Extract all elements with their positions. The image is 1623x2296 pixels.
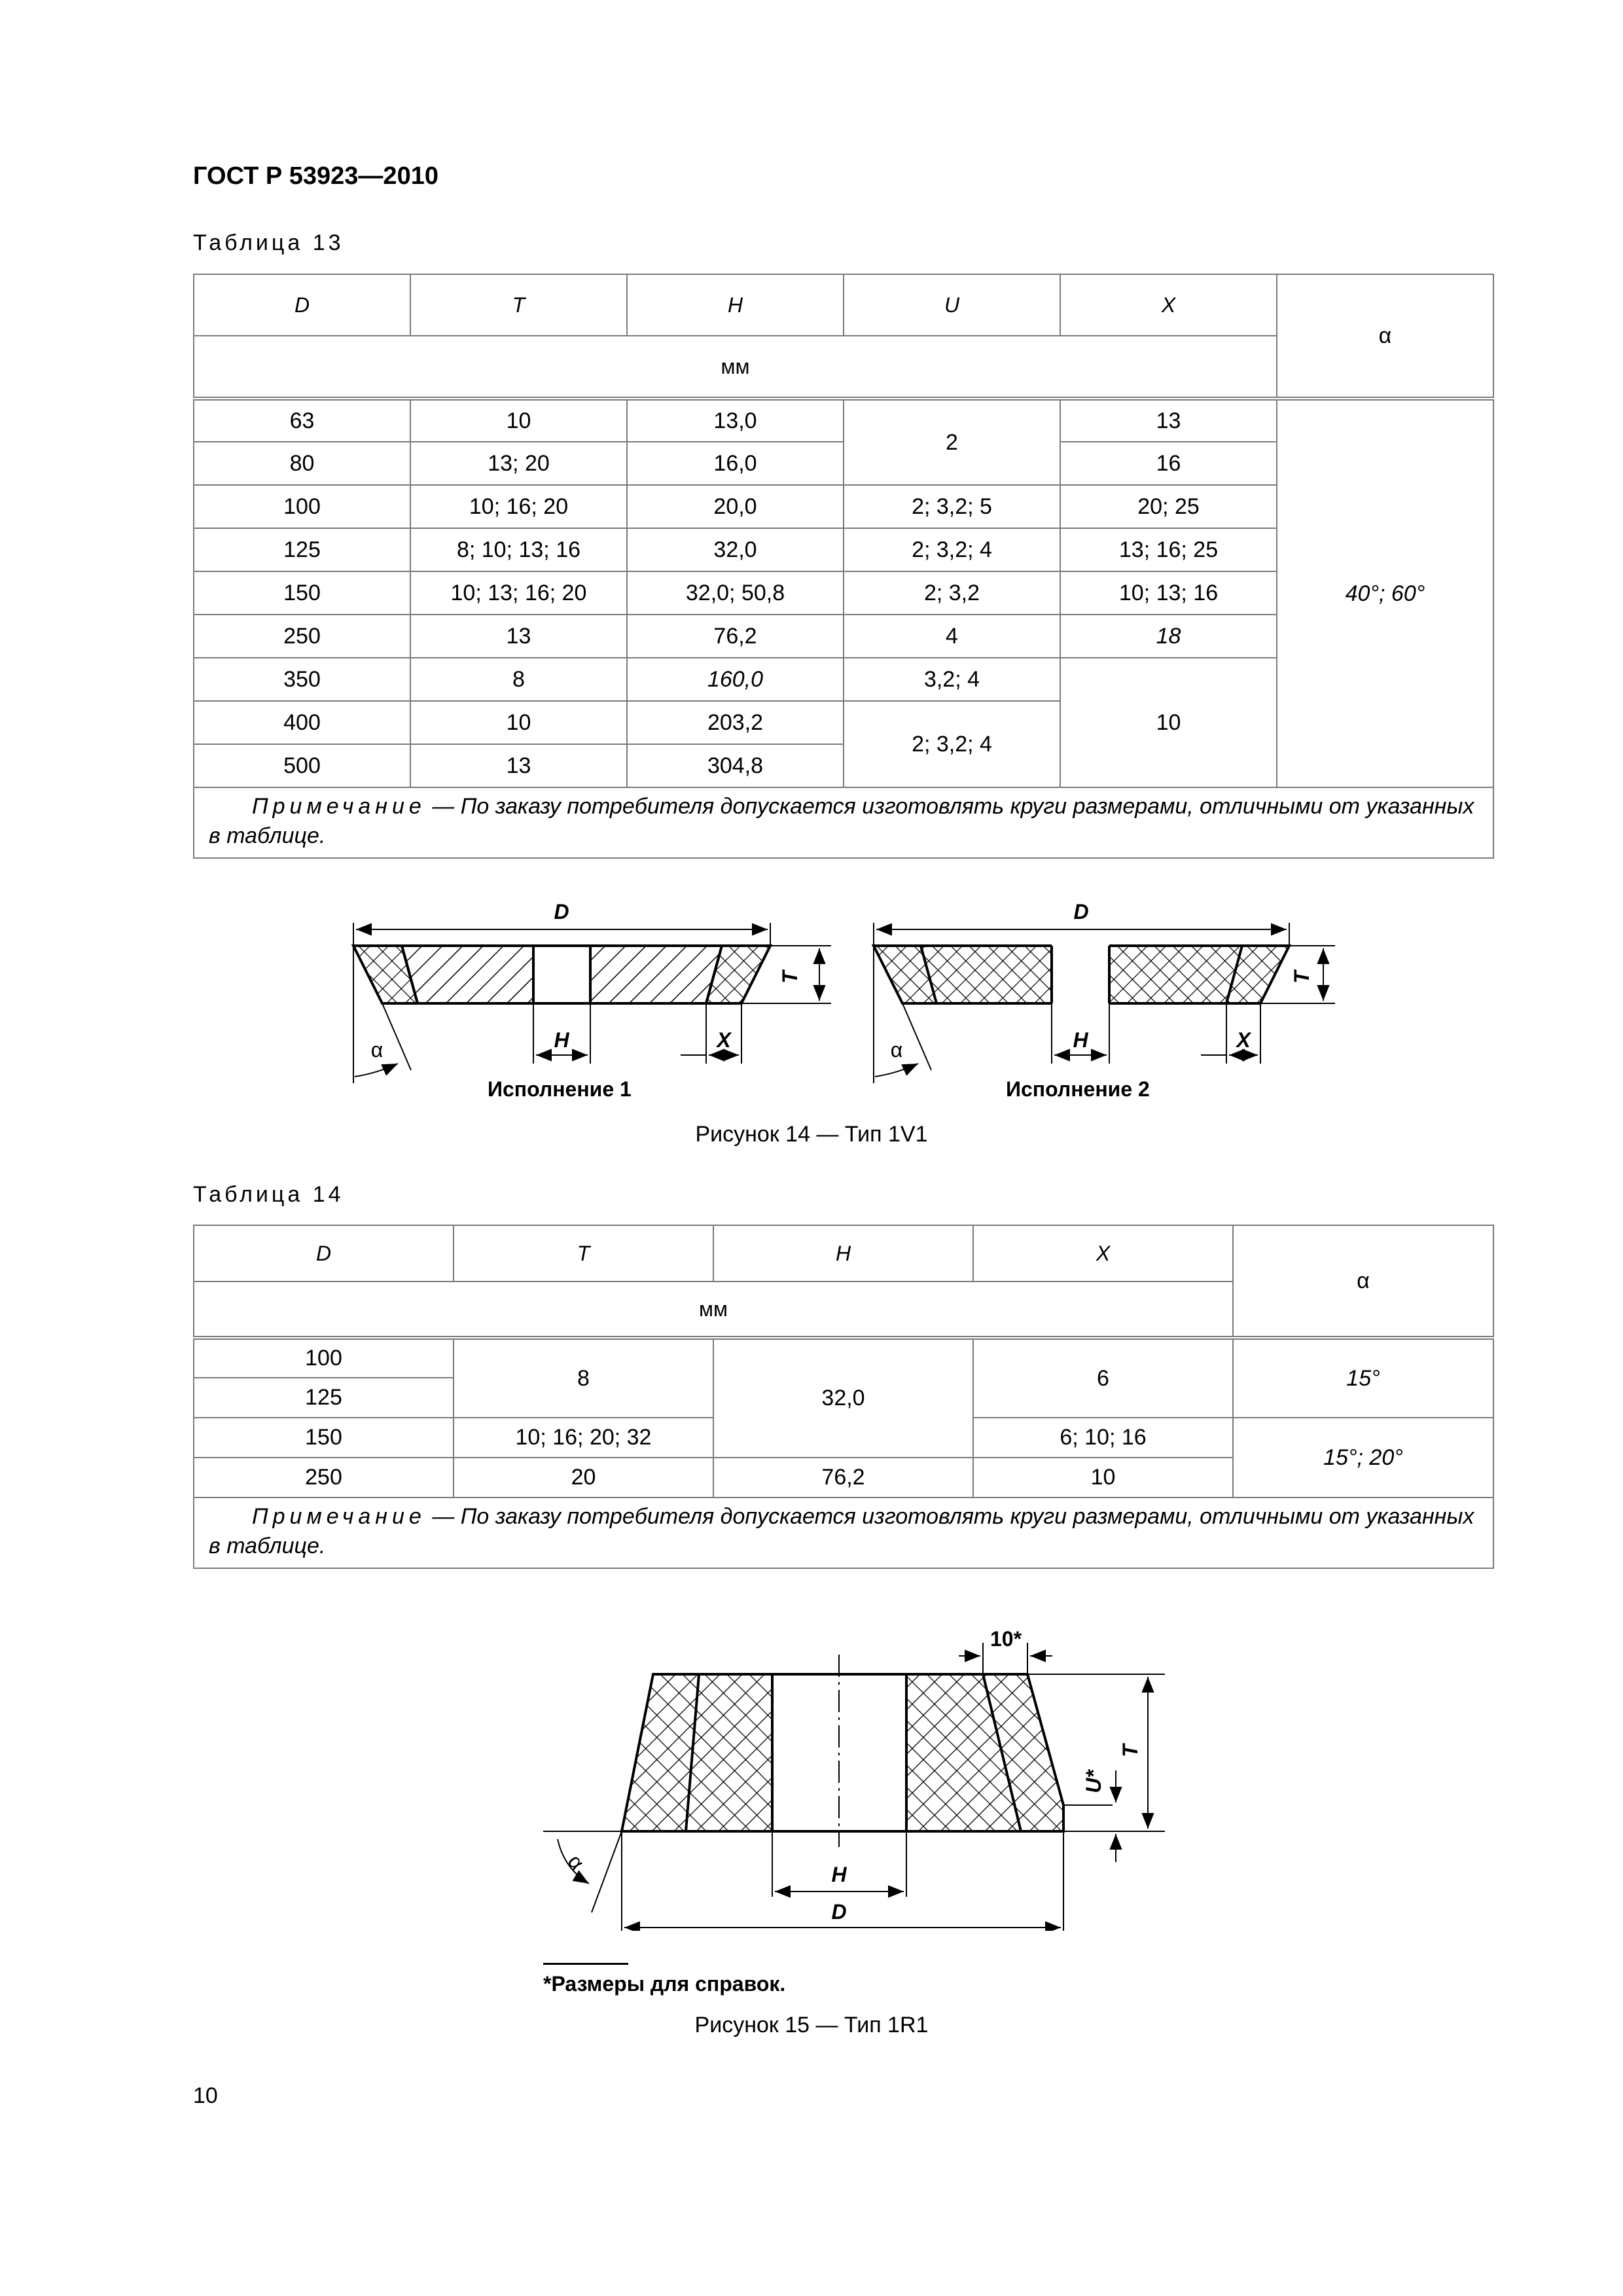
cell-d: 250	[194, 615, 410, 658]
unit-header: мм	[194, 1282, 1233, 1338]
dim-label-t: T	[1290, 971, 1313, 984]
cell-h-merged: 32,0	[713, 1338, 973, 1458]
unit-header: мм	[194, 336, 1277, 399]
cell-t: 10; 13; 16; 20	[410, 571, 627, 615]
dim-label-d: D	[1073, 900, 1089, 924]
dim-label-x: X	[717, 1028, 731, 1052]
cell-t: 10	[410, 701, 627, 744]
cell-x: 13; 16; 25	[1060, 528, 1277, 571]
cell-u-merged: 2; 3,2; 4	[844, 701, 1060, 787]
cell-t: 13	[410, 615, 627, 658]
dim-label-u: U*	[1082, 1770, 1105, 1793]
cell-h: 16,0	[627, 442, 844, 485]
dim-label-alpha: α	[563, 1850, 590, 1874]
cell-u-merged: 2	[844, 399, 1060, 485]
dim-label-x: X	[1236, 1028, 1251, 1052]
table-14	[193, 1225, 1494, 1569]
cell-x: 20; 25	[1060, 485, 1277, 528]
cell-u: 4	[844, 615, 1060, 658]
cell-h: 32,0	[627, 528, 844, 571]
dim-label-alpha: α	[370, 1038, 383, 1062]
col-header-u: U	[844, 274, 1060, 336]
dim-label-h: H	[1073, 1028, 1088, 1052]
cell-d: 63	[194, 399, 410, 442]
cell-t: 13; 20	[410, 442, 627, 485]
col-header-t: T	[454, 1225, 713, 1282]
cell-x: 10; 13; 16	[1060, 571, 1277, 615]
cell-t: 20	[454, 1458, 713, 1498]
dim-label-d: D	[554, 900, 569, 924]
cell-x: 18	[1060, 615, 1277, 658]
cell-u: 2; 3,2; 4	[844, 528, 1060, 571]
cell-d: 150	[194, 1418, 454, 1458]
note-text: — По заказу потребителя допускается изготовлять круги размерами, отличными от указанных в таблице.	[209, 794, 1474, 848]
cell-d: 125	[194, 528, 410, 571]
footnote-text: Размеры для справок.	[551, 1972, 786, 1996]
note-lead: Примечание	[252, 1504, 426, 1529]
cell-d: 150	[194, 571, 410, 615]
cell-h: 304,8	[627, 744, 844, 787]
cell-d: 100	[194, 485, 410, 528]
cell-t: 10	[410, 399, 627, 442]
col-header-d: D	[194, 274, 410, 336]
figure-15-caption: Рисунок 15 — Тип 1R1	[694, 2013, 929, 2037]
variant-2-section	[874, 923, 1335, 1083]
footnote-mark: *	[543, 1972, 552, 1996]
cell-h: 160,0	[627, 658, 844, 701]
cell-h: 32,0; 50,8	[627, 571, 844, 615]
page-number: 10	[193, 2083, 218, 2108]
cell-u: 2; 3,2; 5	[844, 485, 1060, 528]
figure-14-drawing	[327, 877, 1335, 1126]
footnote	[543, 1972, 785, 1996]
cell-t: 8; 10; 13; 16	[410, 528, 627, 571]
cell-h: 76,2	[713, 1458, 973, 1498]
cell-x: 6; 10; 16	[973, 1418, 1233, 1458]
cell-h: 20,0	[627, 485, 844, 528]
cell-x-merged: 10	[1060, 658, 1277, 787]
col-header-t: T	[410, 274, 627, 336]
dim-label-alpha: α	[890, 1038, 903, 1062]
note-text: — По заказу потребителя допускается изготовлять круги размерами, отличными от указанных в таблице.	[209, 1504, 1474, 1558]
cell-d: 80	[194, 442, 410, 485]
table-row	[194, 1338, 1493, 1378]
cell-t: 10; 16; 20	[410, 485, 627, 528]
figure-14-caption: Рисунок 14 — Тип 1V1	[695, 1122, 928, 1147]
table-13-caption: Таблица 13	[193, 230, 344, 255]
cell-d: 100	[194, 1338, 454, 1378]
figure-15-drawing	[524, 1604, 1165, 1931]
col-header-h: H	[627, 274, 844, 336]
cell-d: 125	[194, 1378, 454, 1418]
cell-t: 10; 16; 20; 32	[454, 1418, 713, 1458]
table-14-note	[194, 1498, 1493, 1568]
cell-x: 10	[973, 1458, 1233, 1498]
dim-label-h: H	[554, 1028, 569, 1052]
cell-alpha-merged: 15°; 20°	[1233, 1418, 1493, 1498]
col-header-d: D	[194, 1225, 454, 1282]
cell-t-merged: 8	[454, 1338, 713, 1418]
col-header-alpha: α	[1233, 1225, 1493, 1338]
col-header-x: X	[973, 1225, 1233, 1282]
cell-u: 2; 3,2	[844, 571, 1060, 615]
cell-h: 203,2	[627, 701, 844, 744]
cell-d: 250	[194, 1458, 454, 1498]
table-13	[193, 274, 1494, 859]
cell-d: 400	[194, 701, 410, 744]
dim-label-d: D	[831, 1900, 847, 1924]
cell-d: 350	[194, 658, 410, 701]
cell-t: 13	[410, 744, 627, 787]
note-lead: Примечание	[252, 794, 426, 819]
dim-label-t: T	[1118, 1744, 1142, 1757]
cell-u: 3,2; 4	[844, 658, 1060, 701]
col-header-alpha: α	[1277, 274, 1493, 399]
cell-x: 16	[1060, 442, 1277, 485]
dim-label-10: 10*	[990, 1627, 1022, 1651]
col-header-x: X	[1060, 274, 1277, 336]
variant-2-label: Исполнение 2	[1006, 1077, 1150, 1101]
table-row	[194, 399, 1493, 442]
dim-label-h: H	[831, 1863, 847, 1886]
cell-h: 76,2	[627, 615, 844, 658]
variant-1-section	[353, 923, 831, 1083]
cell-t: 8	[410, 658, 627, 701]
cell-x: 13	[1060, 399, 1277, 442]
dim-label-t: T	[778, 971, 802, 984]
cell-alpha-merged: 15°	[1233, 1338, 1493, 1418]
document-header: ГОСТ Р 53923—2010	[193, 162, 438, 190]
variant-1-label: Исполнение 1	[488, 1077, 632, 1101]
footnote-rule	[543, 1963, 628, 1965]
cell-x-merged: 6	[973, 1338, 1233, 1418]
cell-d: 500	[194, 744, 410, 787]
col-header-h: H	[713, 1225, 973, 1282]
cell-h: 13,0	[627, 399, 844, 442]
cell-alpha-merged: 40°; 60°	[1277, 399, 1493, 787]
table-14-caption: Таблица 14	[193, 1182, 344, 1207]
table-13-note	[194, 787, 1493, 858]
